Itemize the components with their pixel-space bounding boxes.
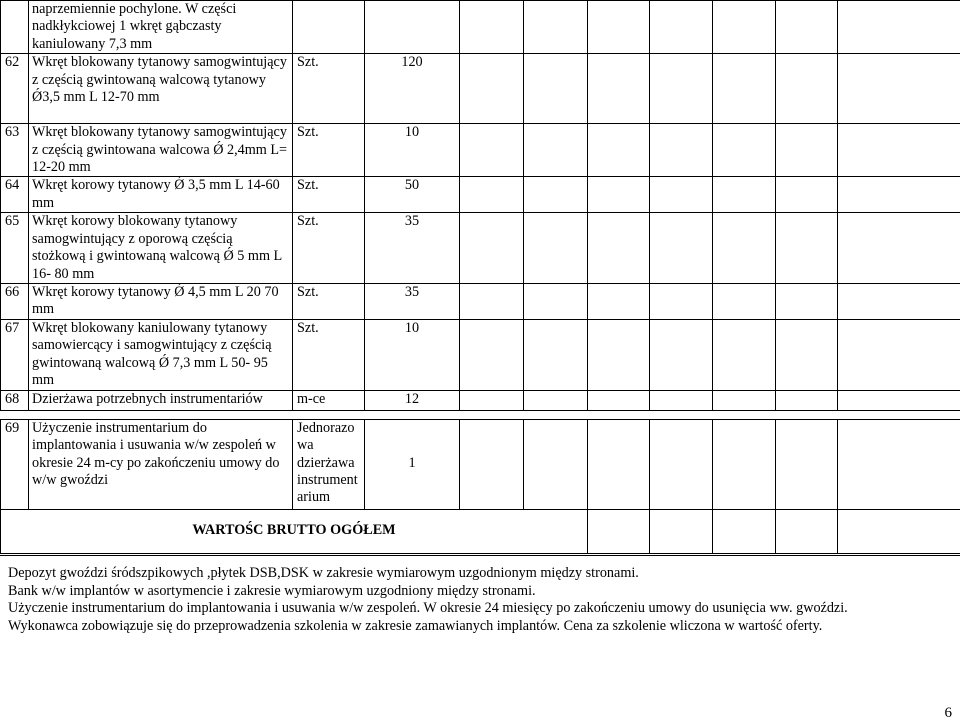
- item-description: Wkręt blokowany tytanowy samogwintujący z częścią gwintowaną walcową tytanowy Ǿ3,5 mm L 12-70 mm: [29, 54, 293, 124]
- note-line: Wykonawca zobowiązuje się do przeprowadzenia szkolenia w zakresie zamawianych implantów. Cena za szkolenie wliczona w wartość oferty.: [8, 617, 823, 634]
- row-number: 66: [1, 284, 29, 320]
- note-line: Bank w/w implantów w asortymencie i zakresie wymiarowym uzgodniony między stronami.: [8, 582, 536, 599]
- item-unit: Szt.: [293, 213, 365, 284]
- item-description: naprzemiennie pochylone. W części nadkłykciowej 1 wkręt gąbczasty kaniulowany 7,3 mm: [29, 1, 293, 54]
- total-label: WARTOŚC BRUTTO OGÓŁEM: [1, 509, 588, 553]
- item-quantity: 35: [365, 213, 460, 284]
- item-description: Użyczenie instrumentarium do implantowania i usuwania w/w zespoleń w okresie 24 m-cy po zakończeniu umowy do w/w gwoździ: [29, 419, 293, 509]
- note-line: Użyczenie instrumentarium do implantowania i usuwania w/w zespoleń. W okresie 24 miesięcy po zakończeniu umowy do usunięcia ww. gwoździ.: [8, 600, 848, 617]
- table-row: [1, 124, 960, 177]
- table-row: [1, 177, 960, 213]
- item-description: Wkręt korowy tytanowy Ǿ 3,5 mm L 14-60 mm: [29, 177, 293, 213]
- row-number: 63: [1, 124, 29, 177]
- table-row: [1, 1, 960, 54]
- item-unit: Szt.: [293, 284, 365, 320]
- page-number: 6: [944, 705, 952, 721]
- item-unit: Szt.: [293, 177, 365, 213]
- row-number: 68: [1, 390, 29, 410]
- row-number: 69: [1, 419, 29, 509]
- item-quantity: 50: [365, 177, 460, 213]
- item-unit: Szt.: [293, 54, 365, 124]
- item-description: Wkręt blokowany kaniulowany tytanowy samowiercący i samogwintujący z częścią gwintowaną walcową Ǿ 7,3 mm L 50- 95 mm: [29, 320, 293, 391]
- table-row: [1, 390, 960, 410]
- row-number: [1, 1, 29, 54]
- item-quantity: 120: [365, 54, 460, 124]
- table-row: [1, 213, 960, 284]
- table-row: [1, 419, 960, 509]
- item-unit: Szt.: [293, 124, 365, 177]
- row-number: 65: [1, 213, 29, 284]
- item-quantity: 10: [365, 320, 460, 391]
- table-row: [1, 320, 960, 391]
- item-unit: Szt.: [293, 320, 365, 391]
- table-row: [1, 54, 960, 124]
- row-number: 67: [1, 320, 29, 391]
- item-quantity: [365, 1, 460, 54]
- item-unit: [293, 1, 365, 54]
- item-unit: m-ce: [293, 390, 365, 410]
- table-row: [1, 284, 960, 320]
- notes-section: [0, 555, 960, 635]
- note-line: Depozyt gwoździ śródszpikowych ,płytek DSB,DSK w zakresie wymiarowym uzgodnionym między stronami.: [8, 565, 639, 581]
- total-row: [1, 509, 960, 553]
- table-gap: [1, 410, 960, 419]
- item-quantity: 1: [365, 419, 460, 509]
- item-description: Dzierżawa potrzebnych instrumentariów: [29, 390, 293, 410]
- item-description: Wkręt korowy tytanowy Ǿ 4,5 mm L 20 70 mm: [29, 284, 293, 320]
- item-quantity: 35: [365, 284, 460, 320]
- item-quantity: 10: [365, 124, 460, 177]
- item-unit: Jednorazo wa dzierżawa instrument arium: [293, 419, 365, 509]
- row-number: 62: [1, 54, 29, 124]
- item-description: Wkręt korowy blokowany tytanowy samogwintujący z oporową częścią stożkową i gwintowaną walcową Ǿ 5 mm L 16- 80 mm: [29, 213, 293, 284]
- item-description: Wkręt blokowany tytanowy samogwintujący z częścią gwintowana walcowa Ǿ 2,4mm L= 12-20 mm: [29, 124, 293, 177]
- row-number: 64: [1, 177, 29, 213]
- item-quantity: 12: [365, 390, 460, 410]
